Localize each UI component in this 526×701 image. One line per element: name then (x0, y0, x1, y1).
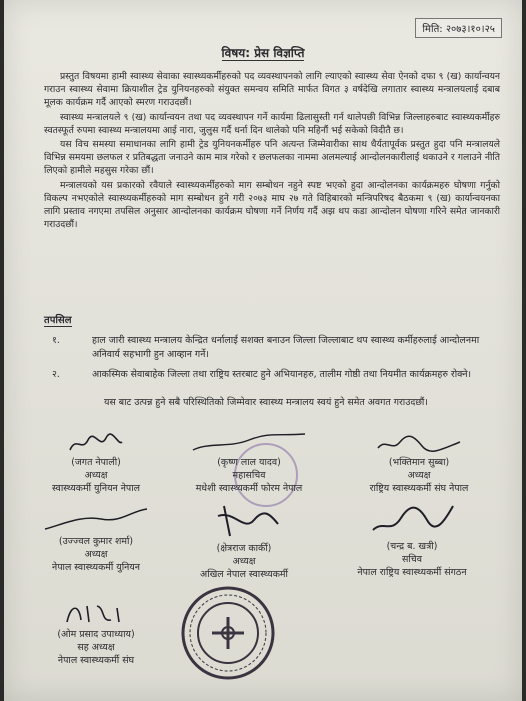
paragraph-4: मन्त्रालयको यस प्रकारको रवैयाले स्वास्थ्यकर्मीहरुको माग सम्बोधन नहुने स्पष्ट भएको हुदा आन्दोलनका कार्यक्रमहरु घोषणा गर्नुको विकल्प नभएकोले स्वास्थ्यकर्मीहरुको माग सम्बोधन हुने गरी २०७३ माघ २७ गते विहिबारको मन्त्रिपरिषद बैठकमा ९ (ख) कार्यान्वयनका लागि प्रस्ताव नगएमा तपसिल अनुसार आन्दोलनका कार्यक्रम घोषणा गर्ने निर्णय गर्दै अझ थप कडा आन्दोलन घोषणा गरिने समेत जानकारी गराउदछौं। (44, 179, 500, 231)
signatory-org: स्वास्थ्यकर्मी युनियन नेपाल (51, 483, 141, 494)
signatory-name: (भक्तिमान सुब्बा) (388, 457, 450, 468)
list-item (52, 368, 492, 382)
list-item-text: हाल जारी स्वास्थ्य मन्त्रालय केन्द्रित धर्नालाई सशक्त बनाउन जिल्ला जिल्लाबाट थप स्वास्थ्य कर्मीहरुलाई आन्दोलनमा अनिवार्य सहभागी हुन आव्हान गर्ने। (92, 335, 480, 360)
signature-block (322, 500, 502, 579)
tapasil-title: तपसिल (44, 315, 72, 326)
paragraph-2: स्वास्थ्य मन्त्रालयले ९ (ख) कार्यान्वयन तथा पद व्यवस्थापन गर्ने कार्यमा ढिलासुस्ती गर्न थालेपछी विभिन्न जिल्लाहरुबाट स्वास्थ्यकर्मीहरु स्वतस्फूर्त रुपमा स्वास्थ्य मन्त्रालयमा आई नारा, जुलुस गर्दै धर्ना दिन थालेको पनि महिनौं भई सकेको विदीतै छ। (44, 111, 500, 136)
signatory-org: राष्ट्रिय स्वास्थ्यकर्मी संघ नेपाल (369, 483, 469, 494)
signature-block (26, 505, 166, 574)
signatory-role: सह अध्यक्ष (77, 642, 115, 653)
body-text (44, 70, 500, 232)
signatory-role: महासचिव (232, 470, 266, 481)
signature-block (164, 432, 334, 495)
signature-block (26, 432, 166, 495)
handwritten-signature-icon (41, 505, 151, 535)
signatory-name: (ओम प्रसाद उपाध्याय) (57, 629, 135, 640)
handwritten-signature-icon (61, 598, 131, 628)
handwritten-signature-icon (189, 432, 309, 456)
tapasil-list (52, 334, 492, 388)
handwritten-signature-icon (374, 432, 464, 456)
subject-heading (4, 44, 522, 61)
signatory-role: अध्यक्ष (84, 470, 108, 481)
signatory-role: अध्यक्ष (84, 549, 108, 560)
paragraph-1: प्रस्तुत विषयमा हामी स्वास्थ्य सेवाका स्वास्थ्यकर्मीहरुको पद व्यवस्थापनको लागि ल्याएको स्वास्थ्य सेवा ऐनको दफा ९ (ख) कार्यान्वयन गराउन स्वास्थ्य सेवामा क्रियाशील ट्रेड युनियनहरुको संयुक्त समन्वय समिति मार्फत विगत ३ वर्षदेखि लगातार स्वास्थ्य मन्त्रालयलाई दबाब मूलक कार्यक्रम गर्दै आएको स्मरण गराउदछौं। (44, 71, 500, 109)
handwritten-signature-icon (204, 502, 284, 542)
press-release-document (4, 0, 522, 701)
signatory-name: (उज्ज्वल कुमार शर्मा) (58, 536, 134, 547)
signatory-org: अखिल नेपाल स्वास्थ्यकर्मी (200, 569, 288, 580)
signatory-name: (कृष्ण लाल यादव) (217, 457, 281, 468)
list-item-number: २. (52, 369, 60, 380)
signature-block (334, 432, 504, 495)
handwritten-signature-icon (367, 500, 457, 540)
organization-seal-icon (180, 585, 276, 681)
signatory-name: (चन्द्र ब. खत्री) (386, 541, 438, 552)
date-box: मिति: २०७३।१०।२५ (415, 18, 502, 38)
signatory-org: मधेशी स्वास्थ्यकर्मी फोरम नेपाल (195, 483, 303, 494)
signatory-role: अध्यक्ष (407, 470, 431, 481)
closing-statement: यस बाट उत्पन्न हुने सबै परिस्थितिको जिम्मेवार स्वास्थ्य मन्त्रालय स्वयं हुने समेत अवगत गराउदछौं। (104, 397, 428, 408)
list-item-number: १. (52, 335, 60, 346)
signatory-org: नेपाल राष्ट्रिय स्वास्थ्यकर्मी संगठन (357, 567, 467, 578)
signature-block (26, 598, 166, 667)
paragraph-3: यस विच समस्या समाधानका लागि हामी ट्रेड युनियनकर्मीहरु पनि अत्यन्त जिम्मेवारीका साथ धैर्यतापूर्वक प्रस्तुत हुदा पनि मन्त्रालयले विभिन्न समयमा छलफल र प्रतिबद्धता जनाउने काम मात्र गरेको र छलफलका नाममा अलमल्याई आन्दोलनकारीलाई थकाउने र गलाउने नीति लिएको हामीले महसुस गरेका छौं। (44, 139, 500, 177)
signatory-name: (जगत नेपाली) (71, 457, 121, 468)
list-item (52, 334, 492, 362)
list-item-text: आकस्मिक सेवाबाहेक जिल्ला तथा राष्ट्रिय स्तरबाट हुने अभियानहरु, तालीम गोष्ठी तथा नियमीत कार्यक्रमहरु रोक्ने। (92, 369, 472, 380)
signature-block (174, 502, 314, 581)
tapasil-heading (44, 312, 72, 326)
signatory-name: (क्षेत्रराज कार्की) (216, 543, 272, 554)
subject-text: विषय: प्रेस विज्ञप्ति (221, 46, 305, 60)
signatory-org: नेपाल स्वास्थ्यकर्मी संघ (57, 655, 135, 666)
handwritten-signature-icon (66, 432, 126, 456)
signatory-role: सचिव (402, 554, 422, 565)
signatory-role: अध्यक्ष (232, 556, 256, 567)
signatory-org: नेपाल स्वास्थ्यकर्मी युनियन (51, 562, 141, 573)
